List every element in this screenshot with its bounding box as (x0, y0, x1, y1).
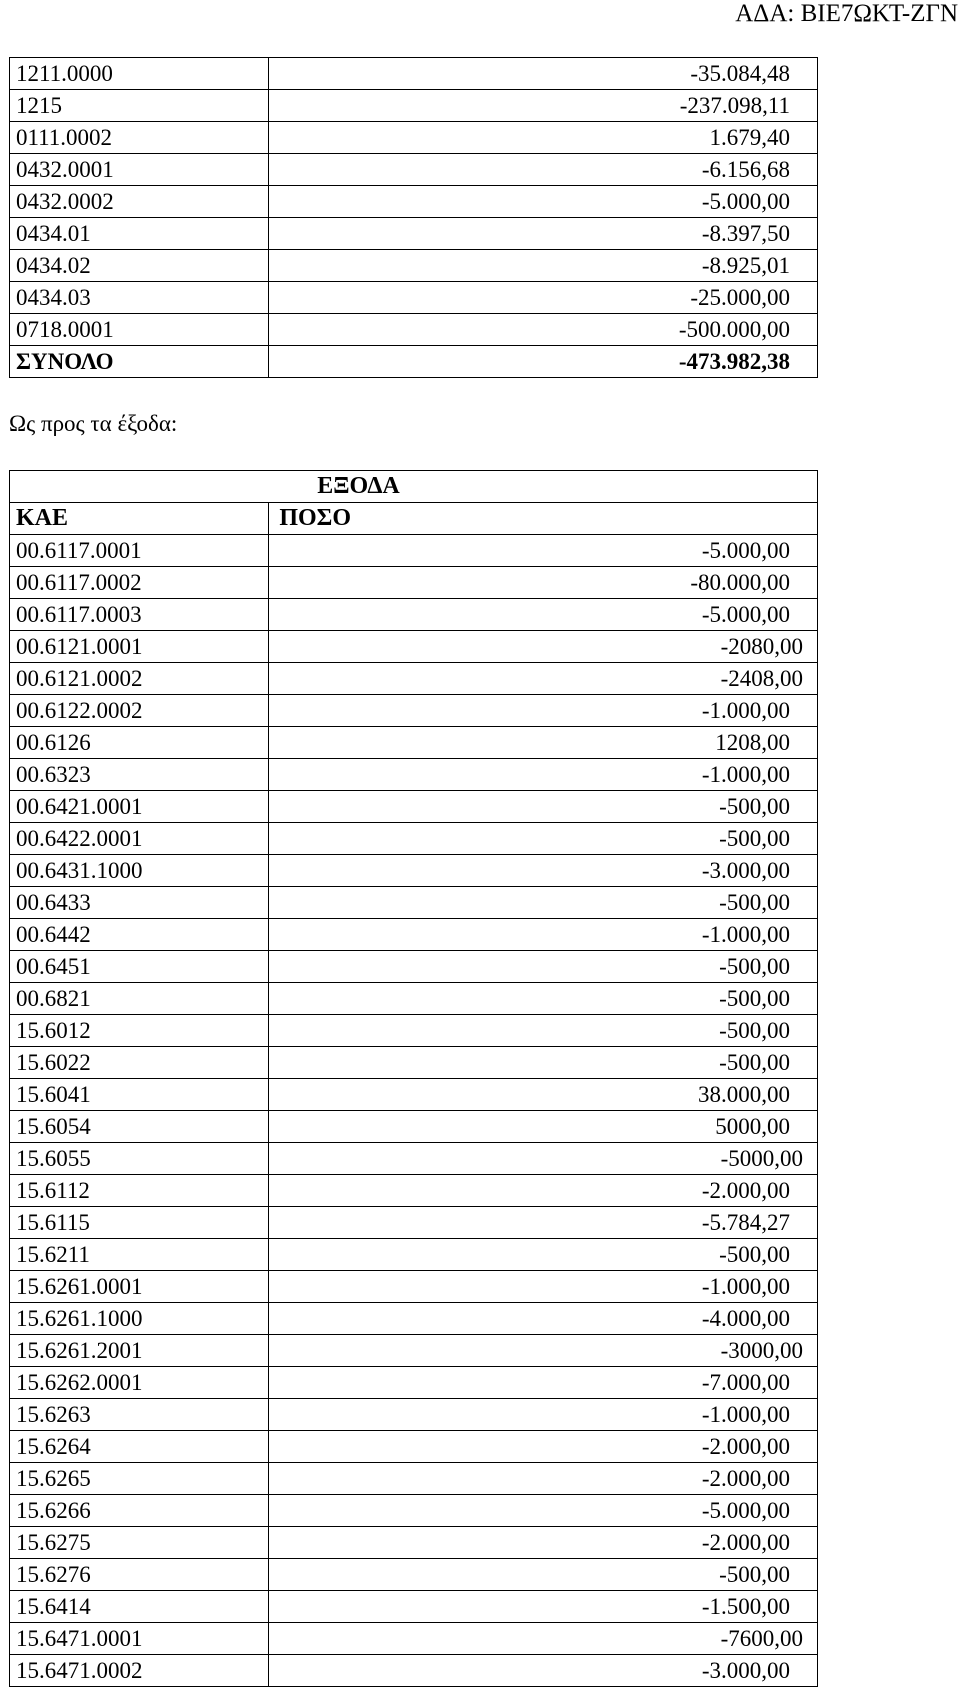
kae-cell: 0434.03 (10, 282, 269, 314)
amount-cell: -500,00 (269, 1239, 818, 1271)
amount-cell: -1.500,00 (269, 1591, 818, 1623)
kae-cell: 15.6275 (10, 1527, 269, 1559)
amount-cell: -8.925,01 (269, 250, 818, 282)
amount-cell: -35.084,48 (269, 58, 818, 90)
kae-cell: 00.6821 (10, 983, 269, 1015)
amount-cell: 1.679,40 (269, 122, 818, 154)
table-row (10, 250, 818, 282)
table-row (10, 282, 818, 314)
amount-cell: -500.000,00 (269, 314, 818, 346)
table-row (10, 1591, 818, 1623)
amount-cell: -8.397,50 (269, 218, 818, 250)
amount-cell: -1.000,00 (269, 919, 818, 951)
revenue-table-body (10, 58, 818, 378)
kae-cell: 0111.0002 (10, 122, 269, 154)
table-row (10, 759, 818, 791)
amount-cell: -2.000,00 (269, 1431, 818, 1463)
kae-cell: 15.6055 (10, 1143, 269, 1175)
amount-cell: -6.156,68 (269, 154, 818, 186)
kae-cell: 15.6012 (10, 1015, 269, 1047)
amount-cell: -3.000,00 (269, 1655, 818, 1687)
table-row (10, 1271, 818, 1303)
amount-cell: -5.784,27 (269, 1207, 818, 1239)
amount-cell: -5.000,00 (269, 1495, 818, 1527)
amount-cell: -2.000,00 (269, 1175, 818, 1207)
amount-cell: -500,00 (269, 1047, 818, 1079)
kae-cell: 15.6261.2001 (10, 1335, 269, 1367)
table-row (10, 1175, 818, 1207)
amount-cell: -500,00 (269, 1015, 818, 1047)
kae-cell: 15.6022 (10, 1047, 269, 1079)
amount-cell: -500,00 (269, 951, 818, 983)
table-row (10, 1495, 818, 1527)
amount-cell: 38.000,00 (269, 1079, 818, 1111)
table-row (10, 599, 818, 631)
kae-cell: 15.6276 (10, 1559, 269, 1591)
column-header-amount: ΠΟΣΟ (269, 503, 818, 535)
table-row (10, 1047, 818, 1079)
kae-cell: 00.6421.0001 (10, 791, 269, 823)
table-row (10, 983, 818, 1015)
amount-cell: -500,00 (269, 791, 818, 823)
kae-cell: 0434.01 (10, 218, 269, 250)
amount-cell: -3.000,00 (269, 855, 818, 887)
kae-cell: 15.6112 (10, 1175, 269, 1207)
total-label: ΣΥΝΟΛΟ (10, 346, 269, 378)
expenses-title-row (10, 471, 818, 503)
table-row (10, 887, 818, 919)
amount-cell: -1.000,00 (269, 1399, 818, 1431)
amount-cell: -4.000,00 (269, 1303, 818, 1335)
amount-cell: -5.000,00 (269, 599, 818, 631)
kae-cell: 15.6261.1000 (10, 1303, 269, 1335)
table-row (10, 631, 818, 663)
table-row (10, 535, 818, 567)
kae-cell: 00.6126 (10, 727, 269, 759)
table-row (10, 1303, 818, 1335)
kae-cell: 00.6117.0001 (10, 535, 269, 567)
table-row (10, 1399, 818, 1431)
table-row (10, 122, 818, 154)
table-row (10, 90, 818, 122)
total-amount: -473.982,38 (269, 346, 818, 378)
kae-cell: 1215 (10, 90, 269, 122)
kae-cell: 15.6414 (10, 1591, 269, 1623)
amount-cell: -1.000,00 (269, 695, 818, 727)
table-row (10, 1239, 818, 1271)
table-row (10, 1367, 818, 1399)
amount-cell: 5000,00 (269, 1111, 818, 1143)
kae-cell: 15.6054 (10, 1111, 269, 1143)
table-row (10, 1111, 818, 1143)
amount-cell: -500,00 (269, 1559, 818, 1591)
amount-cell: -80.000,00 (269, 567, 818, 599)
amount-cell: -7600,00 (269, 1623, 818, 1655)
amount-cell: -2.000,00 (269, 1463, 818, 1495)
table-row (10, 791, 818, 823)
kae-cell: 15.6261.0001 (10, 1271, 269, 1303)
expenses-intro-text: Ως προς τα έξοδα: (9, 411, 178, 436)
table-row (10, 1079, 818, 1111)
amount-cell: -2080,00 (269, 631, 818, 663)
table-row (10, 1559, 818, 1591)
column-header-kae: ΚΑΕ (10, 503, 269, 535)
amount-cell: -1.000,00 (269, 759, 818, 791)
kae-cell: 1211.0000 (10, 58, 269, 90)
table-row (10, 855, 818, 887)
table-row (10, 1431, 818, 1463)
table-row (10, 1463, 818, 1495)
amount-cell: -25.000,00 (269, 282, 818, 314)
kae-cell: 15.6265 (10, 1463, 269, 1495)
kae-cell: 0432.0002 (10, 186, 269, 218)
kae-cell: 00.6431.1000 (10, 855, 269, 887)
amount-cell: -237.098,11 (269, 90, 818, 122)
table-row (10, 154, 818, 186)
amount-cell: -1.000,00 (269, 1271, 818, 1303)
table-row (10, 695, 818, 727)
kae-cell: 0718.0001 (10, 314, 269, 346)
table-row (10, 1335, 818, 1367)
amount-cell: 1208,00 (269, 727, 818, 759)
kae-cell: 00.6323 (10, 759, 269, 791)
table-row (10, 1207, 818, 1239)
kae-cell: 15.6115 (10, 1207, 269, 1239)
kae-cell: 15.6266 (10, 1495, 269, 1527)
ada-code: ΑΔΑ: ΒΙΕ7ΩΚΤ-ΖΓΝ (735, 0, 958, 27)
kae-cell: 00.6442 (10, 919, 269, 951)
table-row (10, 951, 818, 983)
table-row (10, 727, 818, 759)
kae-cell: 15.6211 (10, 1239, 269, 1271)
kae-cell: 15.6264 (10, 1431, 269, 1463)
table-row (10, 58, 818, 90)
table-row (10, 1527, 818, 1559)
table-row (10, 1015, 818, 1047)
amount-cell: -500,00 (269, 887, 818, 919)
amount-cell: -2.000,00 (269, 1527, 818, 1559)
amount-cell: -500,00 (269, 823, 818, 855)
amount-cell: -5.000,00 (269, 535, 818, 567)
kae-cell: 00.6117.0003 (10, 599, 269, 631)
expenses-title: ΕΞΟΔΑ (317, 473, 400, 499)
revenue-table (9, 57, 818, 378)
kae-cell: 15.6262.0001 (10, 1367, 269, 1399)
kae-cell: 00.6117.0002 (10, 567, 269, 599)
table-row (10, 186, 818, 218)
amount-cell: -2408,00 (269, 663, 818, 695)
table-row (10, 218, 818, 250)
kae-cell: 0432.0001 (10, 154, 269, 186)
expenses-table-body (10, 471, 818, 1687)
table-row (10, 823, 818, 855)
kae-cell: 00.6433 (10, 887, 269, 919)
total-row (10, 346, 818, 378)
kae-cell: 00.6122.0002 (10, 695, 269, 727)
kae-cell: 00.6422.0001 (10, 823, 269, 855)
kae-cell: 15.6471.0001 (10, 1623, 269, 1655)
table-row (10, 567, 818, 599)
amount-cell: -500,00 (269, 983, 818, 1015)
kae-cell: 0434.02 (10, 250, 269, 282)
table-row (10, 663, 818, 695)
expenses-title-cell (10, 471, 818, 503)
table-row (10, 919, 818, 951)
table-row (10, 1143, 818, 1175)
amount-cell: -7.000,00 (269, 1367, 818, 1399)
kae-cell: 15.6041 (10, 1079, 269, 1111)
expenses-header-row (10, 503, 818, 535)
kae-cell: 00.6121.0001 (10, 631, 269, 663)
kae-cell: 00.6451 (10, 951, 269, 983)
amount-cell: -5.000,00 (269, 186, 818, 218)
table-row (10, 1623, 818, 1655)
table-row (10, 314, 818, 346)
kae-cell: 00.6121.0002 (10, 663, 269, 695)
kae-cell: 15.6471.0002 (10, 1655, 269, 1687)
kae-cell: 15.6263 (10, 1399, 269, 1431)
expenses-table (9, 470, 818, 1687)
amount-cell: -5000,00 (269, 1143, 818, 1175)
amount-cell: -3000,00 (269, 1335, 818, 1367)
table-row (10, 1655, 818, 1687)
